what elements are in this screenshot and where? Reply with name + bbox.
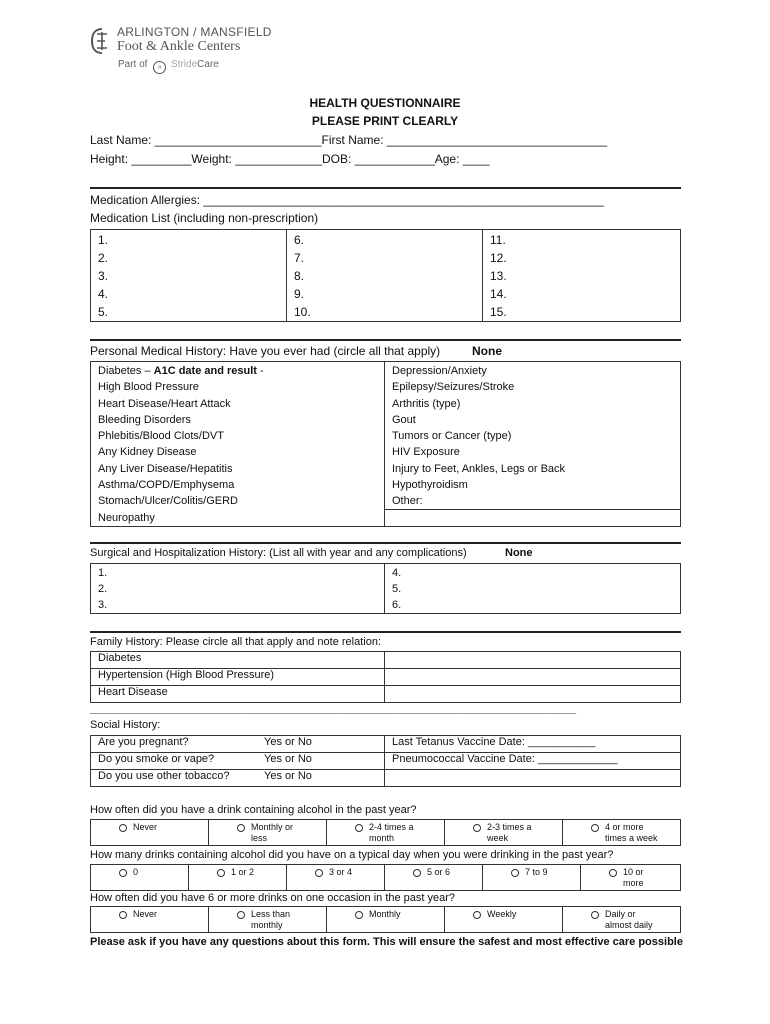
medication-col-1[interactable] xyxy=(91,230,287,322)
stride-text: Stride xyxy=(171,59,198,70)
surgical-none-option[interactable]: None xyxy=(505,547,533,559)
pmh-item: Tumors or Cancer (type) xyxy=(392,430,512,443)
pmh-item-diabetes: Diabetes – A1C date and result - xyxy=(98,365,264,377)
radio-icon xyxy=(119,911,127,919)
alcohol-option[interactable]: 4 or more times a week xyxy=(563,820,681,846)
binge-option[interactable]: Less than monthly xyxy=(209,907,327,933)
medication-col-3[interactable] xyxy=(483,230,681,322)
medication-entry: 3. xyxy=(98,269,109,283)
title-line-1: HEALTH QUESTIONNAIRE xyxy=(309,96,461,110)
pmh-item: Depression/Anxiety xyxy=(392,365,487,377)
alcohol-option[interactable]: Never xyxy=(91,820,209,846)
alcohol-q3: How often did you have 6 or more drinks on one occasion in the past year? xyxy=(90,892,456,904)
pmh-item: Stomach/Ulcer/Colitis/GERD xyxy=(98,495,238,508)
radio-icon xyxy=(609,869,617,877)
surgical-entry: 4. xyxy=(392,567,402,579)
medication-entry: 4. xyxy=(98,287,109,301)
family-condition: Diabetes xyxy=(91,652,385,669)
medication-list-label: Medication List (including non-prescription) xyxy=(90,211,319,225)
pmh-item: Epilepsy/Seizures/Stroke xyxy=(392,381,515,394)
radio-icon xyxy=(119,824,127,832)
footer-note: Please ask if you have any questions about this form. This will ensure the safest and most effective care possible xyxy=(90,936,683,948)
binge-option[interactable]: Monthly xyxy=(327,907,445,933)
surgical-table xyxy=(90,563,681,614)
radio-icon xyxy=(355,824,363,832)
radio-icon xyxy=(217,869,225,877)
vitals-fields[interactable]: Height: _________Weight: _____________DOB: ____________Age: ____ xyxy=(90,152,490,166)
family-heading: Family History: Please circle all that apply and note relation: xyxy=(90,636,382,648)
pmh-item: Injury to Feet, Ankles, Legs or Back xyxy=(392,462,566,475)
logo-mark-icon xyxy=(91,28,113,54)
pneumococcal-vaccine-field[interactable]: Pneumococcal Vaccine Date: _____________ xyxy=(385,753,681,770)
alcohol-option[interactable]: 2-3 times a week xyxy=(445,820,563,846)
social-divider-line: _____________________________________________________________________________ xyxy=(90,703,577,715)
surgical-entry: 5. xyxy=(392,583,402,595)
drinks-option[interactable]: 5 or 6 xyxy=(385,865,483,891)
social-question: Are you pregnant? xyxy=(98,736,189,748)
binge-option[interactable]: Never xyxy=(91,907,209,933)
alcohol-q2-options xyxy=(90,864,681,891)
brand-line-2: Foot & Ankle Centers xyxy=(117,39,241,54)
drinks-option[interactable]: 7 to 9 xyxy=(483,865,581,891)
radio-icon xyxy=(591,824,599,832)
pmh-item: High Blood Pressure xyxy=(98,381,199,394)
surgical-entry: 2. xyxy=(98,583,108,595)
social-question-row xyxy=(91,770,385,787)
social-question-row xyxy=(91,736,385,753)
social-question-row xyxy=(91,753,385,770)
alcohol-option[interactable]: Monthly or less xyxy=(209,820,327,846)
pmh-item: Heart Disease/Heart Attack xyxy=(98,397,231,410)
social-table xyxy=(90,735,681,787)
surgical-right-column[interactable] xyxy=(385,564,681,614)
pmh-heading: Personal Medical History: Have you ever had (circle all that apply) xyxy=(90,344,441,358)
pmh-item: Hypothyroidism xyxy=(392,479,468,492)
brand-line-1: ARLINGTON / MANSFIELD xyxy=(117,25,272,39)
family-condition: Hypertension (High Blood Pressure) xyxy=(91,669,385,686)
drinks-option[interactable]: 0 xyxy=(91,865,189,891)
pmh-item: Any Kidney Disease xyxy=(98,446,197,459)
family-relation-field[interactable] xyxy=(385,686,681,703)
medication-entry: 1. xyxy=(98,233,109,247)
pmh-right-column[interactable] xyxy=(385,362,681,527)
binge-option[interactable]: Daily or almost daily xyxy=(563,907,681,933)
medication-entry: 2. xyxy=(98,251,109,265)
drinks-option[interactable]: 3 or 4 xyxy=(287,865,385,891)
family-condition: Heart Disease xyxy=(91,686,385,703)
radio-icon xyxy=(413,869,421,877)
alcohol-q1: How often did you have a drink containing alcohol in the past year? xyxy=(90,804,417,816)
radio-icon xyxy=(473,824,481,832)
medication-entry: 11. xyxy=(490,233,506,247)
drinks-option[interactable]: 1 or 2 xyxy=(189,865,287,891)
section-divider xyxy=(90,187,681,189)
radio-icon xyxy=(591,911,599,919)
medication-entry: 12. xyxy=(490,251,507,265)
family-relation-field[interactable] xyxy=(385,652,681,669)
family-table xyxy=(90,651,681,703)
drinks-option[interactable]: 10 or more xyxy=(581,865,681,891)
pmh-item: Phlebitis/Blood Clots/DVT xyxy=(98,430,224,443)
yes-no-option[interactable]: Yes or No xyxy=(264,770,312,782)
surgical-entry: 1. xyxy=(98,567,108,579)
medication-entry: 9. xyxy=(294,287,305,301)
radio-icon xyxy=(237,911,245,919)
medication-entry: 10. xyxy=(294,305,311,319)
radio-icon xyxy=(511,869,519,877)
pmh-left-column[interactable] xyxy=(91,362,385,527)
radio-icon xyxy=(237,824,245,832)
stridecare-icon: » xyxy=(153,61,166,74)
pmh-item: Other: xyxy=(392,495,423,508)
pmh-item: HIV Exposure xyxy=(392,446,460,459)
surgical-entry: 3. xyxy=(98,599,108,611)
surgical-entry: 6. xyxy=(392,599,402,611)
pmh-item: Gout xyxy=(392,413,416,426)
radio-icon xyxy=(355,911,363,919)
pmh-item: Any Liver Disease/Hepatitis xyxy=(98,462,233,475)
social-heading: Social History: xyxy=(90,719,161,731)
radio-icon xyxy=(473,911,481,919)
alcohol-option[interactable]: 2-4 times a month xyxy=(327,820,445,846)
binge-option[interactable]: Weekly xyxy=(445,907,563,933)
pmh-item: Neuropathy xyxy=(98,511,155,524)
radio-icon xyxy=(119,869,127,877)
pmh-item: Bleeding Disorders xyxy=(98,413,191,426)
tetanus-vaccine-field[interactable]: Last Tetanus Vaccine Date: ___________ xyxy=(385,736,681,753)
radio-icon xyxy=(315,869,323,877)
medication-entry: 15. xyxy=(490,305,507,319)
part-of-line xyxy=(118,59,219,74)
medication-table xyxy=(90,229,681,322)
pmh-table xyxy=(90,361,681,527)
title-line-2: PLEASE PRINT CLEARLY xyxy=(311,114,459,128)
pmh-none-option[interactable]: None xyxy=(472,344,502,358)
section-divider xyxy=(90,542,681,544)
section-divider xyxy=(90,339,681,341)
part-of-text: Part of xyxy=(118,59,148,70)
social-question: Do you smoke or vape? xyxy=(98,753,215,765)
section-divider xyxy=(90,631,681,633)
medication-allergies-field[interactable]: Medication Allergies: ____________________________________________________________ xyxy=(90,193,604,207)
pmh-item: Asthma/COPD/Emphysema xyxy=(98,479,235,492)
medication-entry: 13. xyxy=(490,269,507,283)
medication-entry: 8. xyxy=(294,269,305,283)
medication-entry: 5. xyxy=(98,305,109,319)
care-text: Care xyxy=(197,59,219,70)
family-relation-field[interactable] xyxy=(385,669,681,686)
alcohol-q1-options xyxy=(90,819,681,846)
pmh-other-blank[interactable] xyxy=(385,509,680,526)
medication-entry: 7. xyxy=(294,251,305,265)
pmh-item: Arthritis (type) xyxy=(392,397,461,410)
medication-entry: 6. xyxy=(294,233,305,247)
social-blank-cell xyxy=(385,770,681,787)
alcohol-q3-options xyxy=(90,906,681,933)
medication-entry: 14. xyxy=(490,287,507,301)
yes-no-option[interactable]: Yes or No xyxy=(264,753,312,765)
social-question: Do you use other tobacco? xyxy=(98,770,230,782)
alcohol-q2: How many drinks containing alcohol did you have on a typical day when you were drinking in the past year? xyxy=(90,849,614,861)
yes-no-option[interactable]: Yes or No xyxy=(264,736,312,748)
surgical-left-column[interactable] xyxy=(91,564,385,614)
medication-col-2[interactable] xyxy=(287,230,483,322)
surgical-heading: Surgical and Hospitalization History: (List all with year and any complications) xyxy=(90,547,467,559)
name-fields[interactable]: Last Name: _________________________First Name: _________________________________ xyxy=(90,133,608,147)
